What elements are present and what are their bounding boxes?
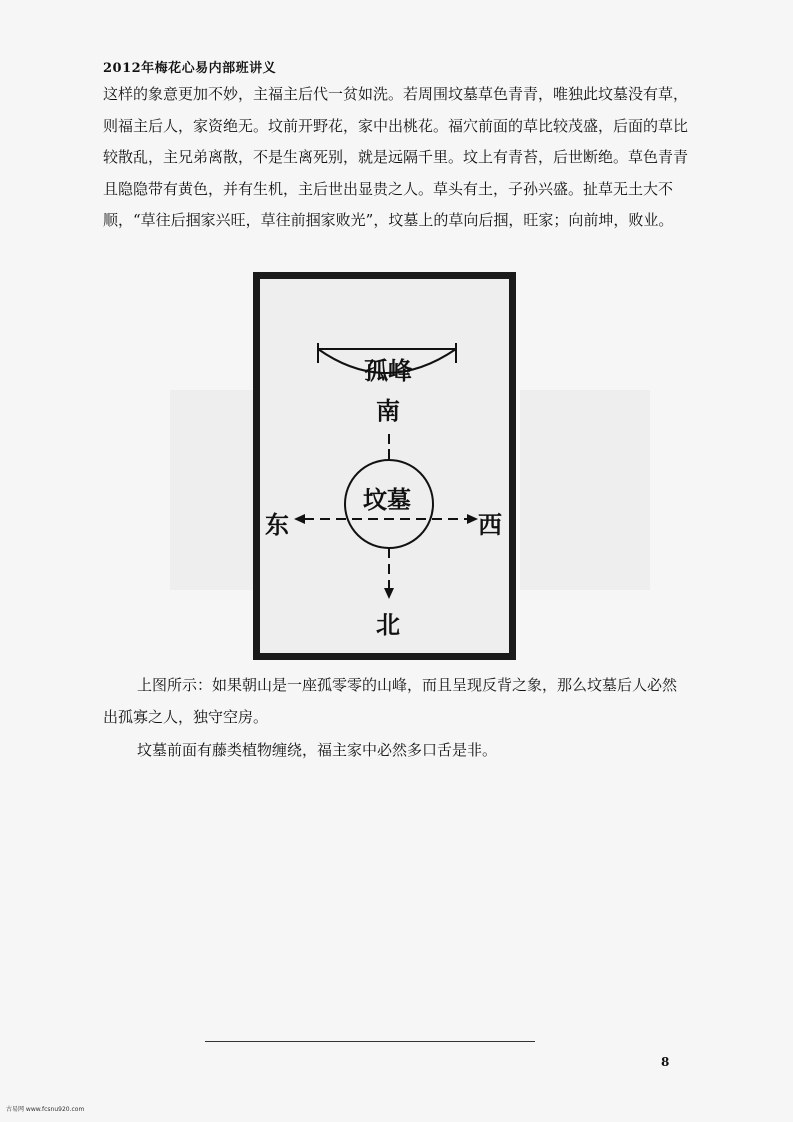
footer-rule xyxy=(205,1041,535,1042)
page-number: 8 xyxy=(661,1055,670,1069)
watermark-footer: 古易网 www.fcsnu920.com xyxy=(6,1106,85,1113)
bleed-through-shadow xyxy=(170,390,260,590)
page-header: 2012年梅花心易内部班讲义 xyxy=(103,61,277,76)
peak-label: 孤峰 xyxy=(364,357,412,385)
paragraph-grass-omens: 这样的象意更加不妙，主福主后代一贫如洗。若周围坟墓草色青青，唯独此坟墓没有草，则福主后人，家资绝无。坟前开野花，家中出桃花。福穴前面的草比较茂盛，后面的草比较散乱，主兄弟离散，不是生离死别，就是远隔千里。坟上有青苔，后世断绝。草色青青且隐隐带有黄色，并有生机，主后世出显贵之人。草头有土，子孙兴盛。扯草无土大不顺，“草往后掴家兴旺，草往前掴家败光”，坟墓上的草向后掴，旺家；向前坤，败业。 xyxy=(103,85,689,229)
diagram-lines xyxy=(260,279,509,653)
south-label: 南 xyxy=(376,397,400,425)
west-label: 西 xyxy=(478,511,502,539)
west-arrow-icon xyxy=(467,514,478,524)
north-arrow-icon xyxy=(384,588,394,599)
tomb-label: 坟墓 xyxy=(363,486,411,514)
north-label: 北 xyxy=(376,611,400,639)
bleed-through-shadow xyxy=(520,390,650,590)
paragraph-lone-peak: 上图所示：如果朝山是一座孤零零的山峰，而且呈现反背之象，那么坟墓后人必然出孤寡之人，独守空房。 xyxy=(103,676,678,726)
east-label: 东 xyxy=(265,511,289,539)
paragraph-vines: 坟墓前面有藤类植物缠绕，福主家中必然多口舌是非。 xyxy=(137,741,498,759)
east-arrow-icon xyxy=(294,514,305,524)
tomb-orientation-diagram xyxy=(253,272,516,660)
